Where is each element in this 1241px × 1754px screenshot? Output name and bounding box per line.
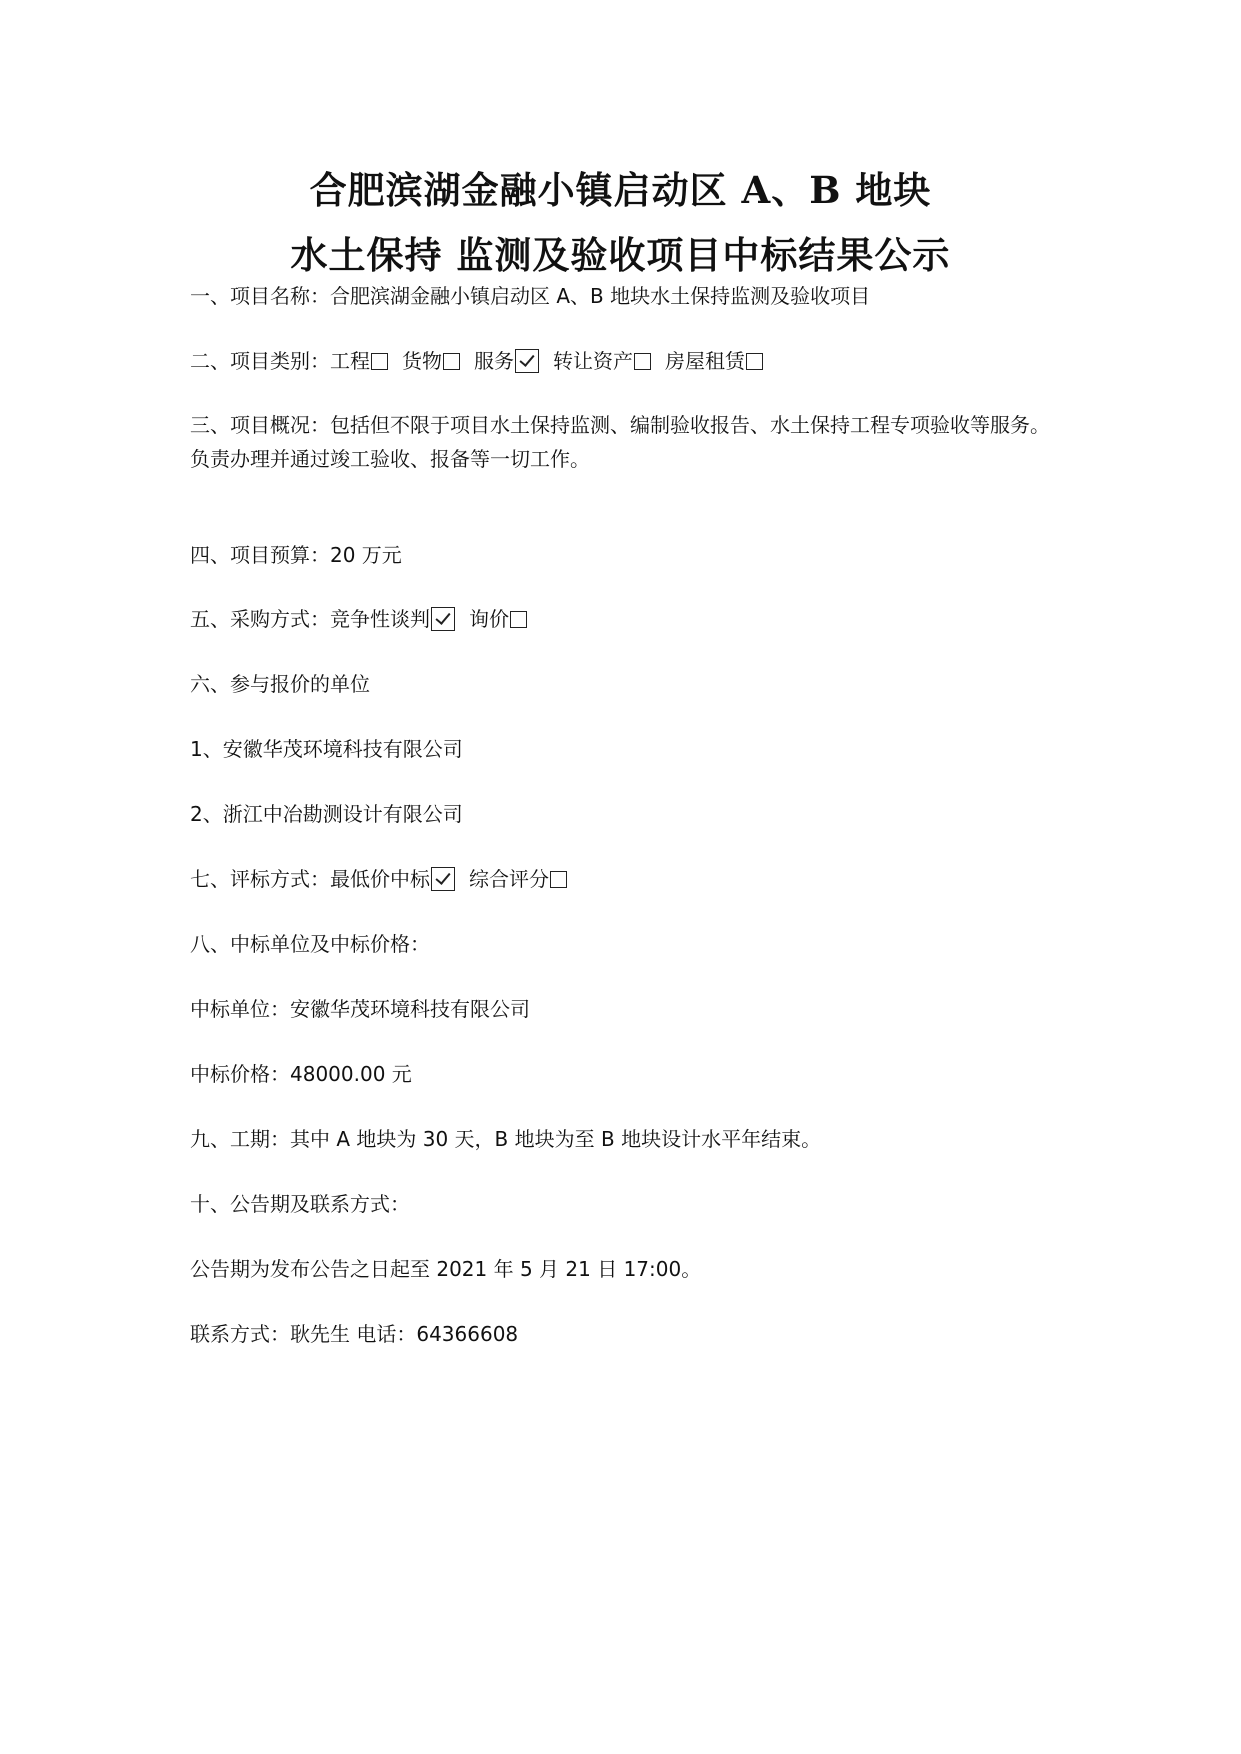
section-evaluation-method	[190, 862, 569, 896]
project-overview-label: 三、项目概况：	[190, 413, 330, 437]
option-label: 竞争性谈判	[330, 607, 430, 631]
category-options	[330, 349, 765, 373]
evaluation-method-label: 七、评标方式：	[190, 867, 330, 891]
section-announcement-heading: 十、公告期及联系方式：	[190, 1192, 410, 1216]
procurement-options	[330, 607, 529, 631]
option-label: 询价	[469, 607, 509, 631]
checked-box-icon	[515, 349, 539, 373]
project-name-label: 一、项目名称：	[190, 284, 330, 308]
option-label: 综合评分	[469, 867, 549, 891]
project-budget-value: 20 万元	[330, 543, 402, 567]
section-winner-heading: 八、中标单位及中标价格：	[190, 932, 430, 956]
bidder-1: 1、安徽华茂环境科技有限公司	[190, 737, 463, 761]
title-line-2: 水土保持 监测及验收项目中标结果公示	[290, 233, 951, 277]
winner-price: 中标价格：48000.00 元	[190, 1062, 412, 1086]
empty-box-icon	[634, 353, 651, 370]
empty-box-icon	[510, 611, 527, 628]
evaluation-options	[330, 867, 569, 891]
title-line-1: 合肥滨湖金融小镇启动区 A、B 地块	[309, 168, 932, 212]
section-project-category	[190, 344, 765, 378]
section-bidders-heading: 六、参与报价的单位	[190, 672, 370, 696]
empty-box-icon	[371, 353, 388, 370]
empty-box-icon	[746, 353, 763, 370]
option-label: 货物	[402, 349, 442, 373]
announcement-period: 公告期为发布公告之日起至 2021 年 5 月 21 日 17:00。	[190, 1257, 702, 1281]
section-project-budget	[190, 538, 402, 572]
duration-value: 其中 A 地块为 30 天，B 地块为至 B 地块设计水平年结束。	[290, 1127, 822, 1151]
option-label: 最低价中标	[330, 867, 430, 891]
contact-info: 联系方式：耿先生 电话：64366608	[190, 1322, 519, 1346]
checked-box-icon	[431, 867, 455, 891]
empty-box-icon	[550, 871, 567, 888]
option-label: 房屋租赁	[665, 349, 745, 373]
option-label: 服务	[474, 349, 514, 373]
procurement-method-label: 五、采购方式：	[190, 607, 330, 631]
option-label: 转让资产	[553, 349, 633, 373]
section-procurement-method	[190, 602, 529, 636]
empty-box-icon	[443, 353, 460, 370]
project-name-value: 合肥滨湖金融小镇启动区 A、B 地块水土保持监测及验收项目	[330, 284, 871, 308]
section-project-name	[190, 279, 870, 313]
checked-box-icon	[431, 607, 455, 631]
winner-unit: 中标单位：安徽华茂环境科技有限公司	[190, 997, 530, 1021]
project-category-label: 二、项目类别：	[190, 349, 330, 373]
section-duration	[190, 1122, 821, 1156]
project-overview-value: 包括但不限于项目水土保持监测、编制验收报告、水土保持工程专项验收等服务。负责办理并通过竣工验收、报备等一切工作。	[190, 413, 1050, 471]
bidder-2: 2、浙江中冶勘测设计有限公司	[190, 802, 463, 826]
option-label: 工程	[330, 349, 370, 373]
duration-label: 九、工期：	[190, 1127, 290, 1151]
section-project-overview	[190, 408, 1060, 476]
project-budget-label: 四、项目预算：	[190, 543, 330, 567]
